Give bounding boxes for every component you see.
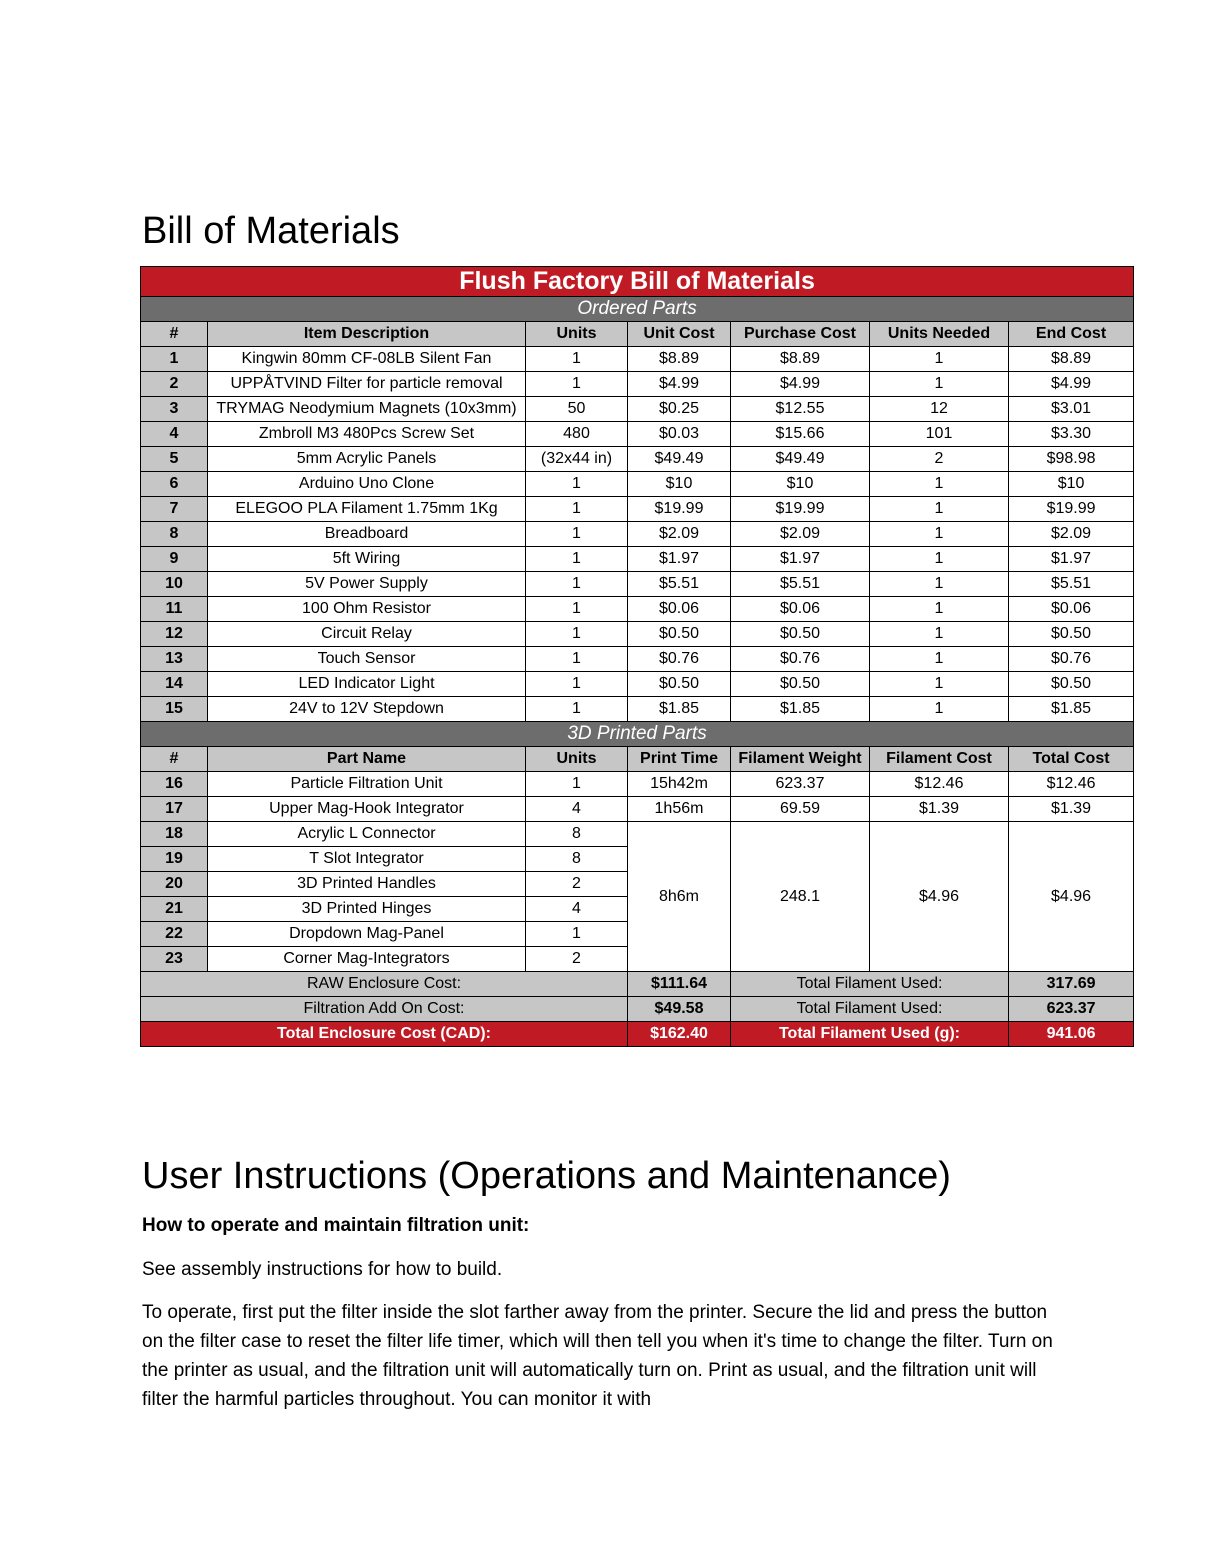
- row-number: 4: [141, 422, 208, 447]
- table-cell: $0.06: [628, 597, 731, 622]
- column-header: Units Needed: [870, 322, 1009, 347]
- table-cell: 1: [526, 697, 628, 722]
- table-cell: 2: [526, 947, 628, 972]
- table-cell: $2.09: [731, 522, 870, 547]
- table-cell: 5mm Acrylic Panels: [208, 447, 526, 472]
- table-cell: 1: [870, 597, 1009, 622]
- table-row: [141, 372, 1134, 397]
- table-row: [141, 547, 1134, 572]
- table-cell: $0.06: [731, 597, 870, 622]
- table-cell: 1: [526, 522, 628, 547]
- column-header: Purchase Cost: [731, 322, 870, 347]
- table-title-row: [141, 267, 1134, 297]
- merged-cell-filament-cost: $4.96: [870, 822, 1009, 972]
- table-cell: 69.59: [731, 797, 870, 822]
- table-cell: $5.51: [1009, 572, 1134, 597]
- row-number: 9: [141, 547, 208, 572]
- table-cell: $2.09: [628, 522, 731, 547]
- row-number: 15: [141, 697, 208, 722]
- table-cell: 2: [526, 872, 628, 897]
- table-title: Flush Factory Bill of Materials: [141, 267, 1134, 297]
- table-cell: 1: [526, 347, 628, 372]
- table-row: [141, 347, 1134, 372]
- table-row: [141, 472, 1134, 497]
- total-cost-value: $162.40: [628, 1022, 731, 1047]
- table-cell: T Slot Integrator: [208, 847, 526, 872]
- table-cell: (32x44 in): [526, 447, 628, 472]
- filtration-cost-value: $49.58: [628, 997, 731, 1022]
- bom-table: [140, 266, 1134, 1047]
- table-cell: 8: [526, 847, 628, 872]
- table-cell: $0.25: [628, 397, 731, 422]
- table-cell: 1: [870, 672, 1009, 697]
- table-cell: 480: [526, 422, 628, 447]
- table-cell: $10: [1009, 472, 1134, 497]
- section-title-ordered: Ordered Parts: [141, 297, 1134, 322]
- table-cell: 8: [526, 822, 628, 847]
- table-cell: $4.99: [1009, 372, 1134, 397]
- table-cell: $5.51: [628, 572, 731, 597]
- column-header: Item Description: [208, 322, 526, 347]
- table-cell: $8.89: [628, 347, 731, 372]
- total-filament-value: 941.06: [1009, 1022, 1134, 1047]
- table-cell: $49.49: [628, 447, 731, 472]
- table-cell: Acrylic L Connector: [208, 822, 526, 847]
- raw-filament-value: 317.69: [1009, 972, 1134, 997]
- merged-cell-print-time: 8h6m: [628, 822, 731, 972]
- table-cell: $0.76: [1009, 647, 1134, 672]
- column-header: Filament Weight: [731, 747, 870, 772]
- table-cell: $0.50: [628, 622, 731, 647]
- table-cell: $10: [628, 472, 731, 497]
- table-cell: Zmbroll M3 480Pcs Screw Set: [208, 422, 526, 447]
- row-number: 14: [141, 672, 208, 697]
- table-cell: $1.39: [1009, 797, 1134, 822]
- table-cell: $0.76: [731, 647, 870, 672]
- table-cell: Touch Sensor: [208, 647, 526, 672]
- row-number: 20: [141, 872, 208, 897]
- table-cell: LED Indicator Light: [208, 672, 526, 697]
- table-cell: Upper Mag-Hook Integrator: [208, 797, 526, 822]
- table-cell: 1: [870, 547, 1009, 572]
- table-row: [141, 572, 1134, 597]
- table-cell: $49.49: [731, 447, 870, 472]
- table-cell: $12.46: [1009, 772, 1134, 797]
- table-row: [141, 697, 1134, 722]
- raw-cost-label: RAW Enclosure Cost:: [141, 972, 628, 997]
- bom-heading: Bill of Materials: [142, 210, 400, 252]
- table-cell: $1.97: [731, 547, 870, 572]
- table-cell: 1: [526, 597, 628, 622]
- table-cell: 24V to 12V Stepdown: [208, 697, 526, 722]
- table-cell: $3.01: [1009, 397, 1134, 422]
- table-cell: 1: [526, 497, 628, 522]
- table-cell: 1: [526, 472, 628, 497]
- table-cell: 3D Printed Handles: [208, 872, 526, 897]
- row-number: 2: [141, 372, 208, 397]
- row-number: 7: [141, 497, 208, 522]
- row-number: 21: [141, 897, 208, 922]
- section-title-printed: 3D Printed Parts: [141, 722, 1134, 747]
- row-number: 10: [141, 572, 208, 597]
- table-cell: $12.46: [870, 772, 1009, 797]
- row-number: 22: [141, 922, 208, 947]
- instructions-paragraph: To operate, first put the filter inside the slot farther away from the printer. Secure the lid and press the button on the filter case to reset the filter life timer, which will then tell you when it's time to change the filter. Turn on the printer as usual, and the filtration unit will automatically turn on. Print as usual, and the filtration unit will filter the harmful particles throughout. You can monitor it with: [142, 1302, 1053, 1410]
- header-row: [141, 747, 1134, 772]
- table-cell: UPPÅTVIND Filter for particle removal: [208, 372, 526, 397]
- row-number: 1: [141, 347, 208, 372]
- row-number: 3: [141, 397, 208, 422]
- table-cell: Dropdown Mag-Panel: [208, 922, 526, 947]
- table-cell: 1: [870, 497, 1009, 522]
- column-header: End Cost: [1009, 322, 1134, 347]
- merged-cell-total-cost: $4.96: [1009, 822, 1134, 972]
- table-cell: $0.06: [1009, 597, 1134, 622]
- table-cell: Circuit Relay: [208, 622, 526, 647]
- table-cell: 1: [526, 372, 628, 397]
- table-row: [141, 797, 1134, 822]
- table-cell: 1: [526, 572, 628, 597]
- row-number: 18: [141, 822, 208, 847]
- row-number: 8: [141, 522, 208, 547]
- raw-filament-label: Total Filament Used:: [731, 972, 1009, 997]
- filtration-filament-label: Total Filament Used:: [731, 997, 1009, 1022]
- merged-cell-filament-weight: 248.1: [731, 822, 870, 972]
- row-number: 19: [141, 847, 208, 872]
- table-cell: 5ft Wiring: [208, 547, 526, 572]
- table-cell: 1: [526, 547, 628, 572]
- table-cell: 1: [870, 622, 1009, 647]
- filtration-filament-value: 623.37: [1009, 997, 1134, 1022]
- table-cell: TRYMAG Neodymium Magnets (10x3mm): [208, 397, 526, 422]
- table-cell: $8.89: [1009, 347, 1134, 372]
- column-header: Unit Cost: [628, 322, 731, 347]
- table-cell: $0.76: [628, 647, 731, 672]
- table-cell: Particle Filtration Unit: [208, 772, 526, 797]
- section-row: [141, 722, 1134, 747]
- table-cell: 1: [526, 922, 628, 947]
- column-header: Units: [526, 322, 628, 347]
- table-row: [141, 497, 1134, 522]
- table-cell: 101: [870, 422, 1009, 447]
- total-filament-label: Total Filament Used (g):: [731, 1022, 1009, 1047]
- table-cell: 1: [526, 647, 628, 672]
- table-cell: $19.99: [731, 497, 870, 522]
- table-cell: 1: [870, 472, 1009, 497]
- table-cell: 1: [526, 672, 628, 697]
- table-cell: 4: [526, 897, 628, 922]
- row-number: 17: [141, 797, 208, 822]
- table-cell: $0.50: [628, 672, 731, 697]
- table-cell: ELEGOO PLA Filament 1.75mm 1Kg: [208, 497, 526, 522]
- table-cell: $8.89: [731, 347, 870, 372]
- table-cell: 3D Printed Hinges: [208, 897, 526, 922]
- table-cell: $0.50: [1009, 672, 1134, 697]
- table-cell: $3.30: [1009, 422, 1134, 447]
- column-header: Units: [526, 747, 628, 772]
- summary-row: [141, 972, 1134, 997]
- table-cell: 5V Power Supply: [208, 572, 526, 597]
- table-cell: $19.99: [628, 497, 731, 522]
- row-number: 16: [141, 772, 208, 797]
- table-row: [141, 522, 1134, 547]
- table-cell: 12: [870, 397, 1009, 422]
- table-cell: $1.85: [731, 697, 870, 722]
- table-cell: Arduino Uno Clone: [208, 472, 526, 497]
- table-row: [141, 822, 1134, 847]
- column-header: Filament Cost: [870, 747, 1009, 772]
- table-cell: $2.09: [1009, 522, 1134, 547]
- table-cell: $15.66: [731, 422, 870, 447]
- table-cell: Corner Mag-Integrators: [208, 947, 526, 972]
- table-cell: $19.99: [1009, 497, 1134, 522]
- table-row: [141, 622, 1134, 647]
- instructions-paragraph: See assembly instructions for how to build.: [142, 1259, 503, 1280]
- table-cell: Breadboard: [208, 522, 526, 547]
- instructions-subheading: How to operate and maintain filtration unit:: [142, 1215, 530, 1236]
- table-cell: $0.03: [628, 422, 731, 447]
- table-row: [141, 597, 1134, 622]
- table-cell: $0.50: [1009, 622, 1134, 647]
- table-cell: 15h42m: [628, 772, 731, 797]
- filtration-cost-label: Filtration Add On Cost:: [141, 997, 628, 1022]
- table-cell: 1: [870, 697, 1009, 722]
- table-row: [141, 397, 1134, 422]
- table-cell: 1: [870, 522, 1009, 547]
- table-cell: $1.97: [628, 547, 731, 572]
- raw-cost-value: $111.64: [628, 972, 731, 997]
- row-number: 6: [141, 472, 208, 497]
- table-row: [141, 672, 1134, 697]
- total-row: [141, 1022, 1134, 1047]
- table-cell: 4: [526, 797, 628, 822]
- table-cell: $10: [731, 472, 870, 497]
- table-cell: $12.55: [731, 397, 870, 422]
- table-cell: $0.50: [731, 672, 870, 697]
- column-header: #: [141, 747, 208, 772]
- table-row: [141, 447, 1134, 472]
- table-cell: 50: [526, 397, 628, 422]
- table-cell: 2: [870, 447, 1009, 472]
- table-cell: 100 Ohm Resistor: [208, 597, 526, 622]
- section-row: [141, 297, 1134, 322]
- row-number: 5: [141, 447, 208, 472]
- header-row: [141, 322, 1134, 347]
- table-cell: $1.39: [870, 797, 1009, 822]
- table-row: [141, 772, 1134, 797]
- table-cell: 1: [526, 772, 628, 797]
- row-number: 11: [141, 597, 208, 622]
- column-header: Part Name: [208, 747, 526, 772]
- user-instructions-heading: User Instructions (Operations and Maintenance): [142, 1155, 951, 1197]
- row-number: 12: [141, 622, 208, 647]
- table-cell: $1.85: [1009, 697, 1134, 722]
- table-cell: 1h56m: [628, 797, 731, 822]
- table-cell: $4.99: [628, 372, 731, 397]
- row-number: 23: [141, 947, 208, 972]
- table-row: [141, 422, 1134, 447]
- table-cell: $4.99: [731, 372, 870, 397]
- table-cell: 623.37: [731, 772, 870, 797]
- column-header: Print Time: [628, 747, 731, 772]
- column-header: #: [141, 322, 208, 347]
- table-cell: $0.50: [731, 622, 870, 647]
- table-cell: Kingwin 80mm CF-08LB Silent Fan: [208, 347, 526, 372]
- table-cell: 1: [526, 622, 628, 647]
- table-cell: $5.51: [731, 572, 870, 597]
- table-cell: 1: [870, 372, 1009, 397]
- table-cell: 1: [870, 647, 1009, 672]
- total-cost-label: Total Enclosure Cost (CAD):: [141, 1022, 628, 1047]
- column-header: Total Cost: [1009, 747, 1134, 772]
- table-cell: $98.98: [1009, 447, 1134, 472]
- row-number: 13: [141, 647, 208, 672]
- summary-row: [141, 997, 1134, 1022]
- table-row: [141, 647, 1134, 672]
- table-cell: 1: [870, 572, 1009, 597]
- table-cell: 1: [870, 347, 1009, 372]
- table-cell: $1.97: [1009, 547, 1134, 572]
- table-cell: $1.85: [628, 697, 731, 722]
